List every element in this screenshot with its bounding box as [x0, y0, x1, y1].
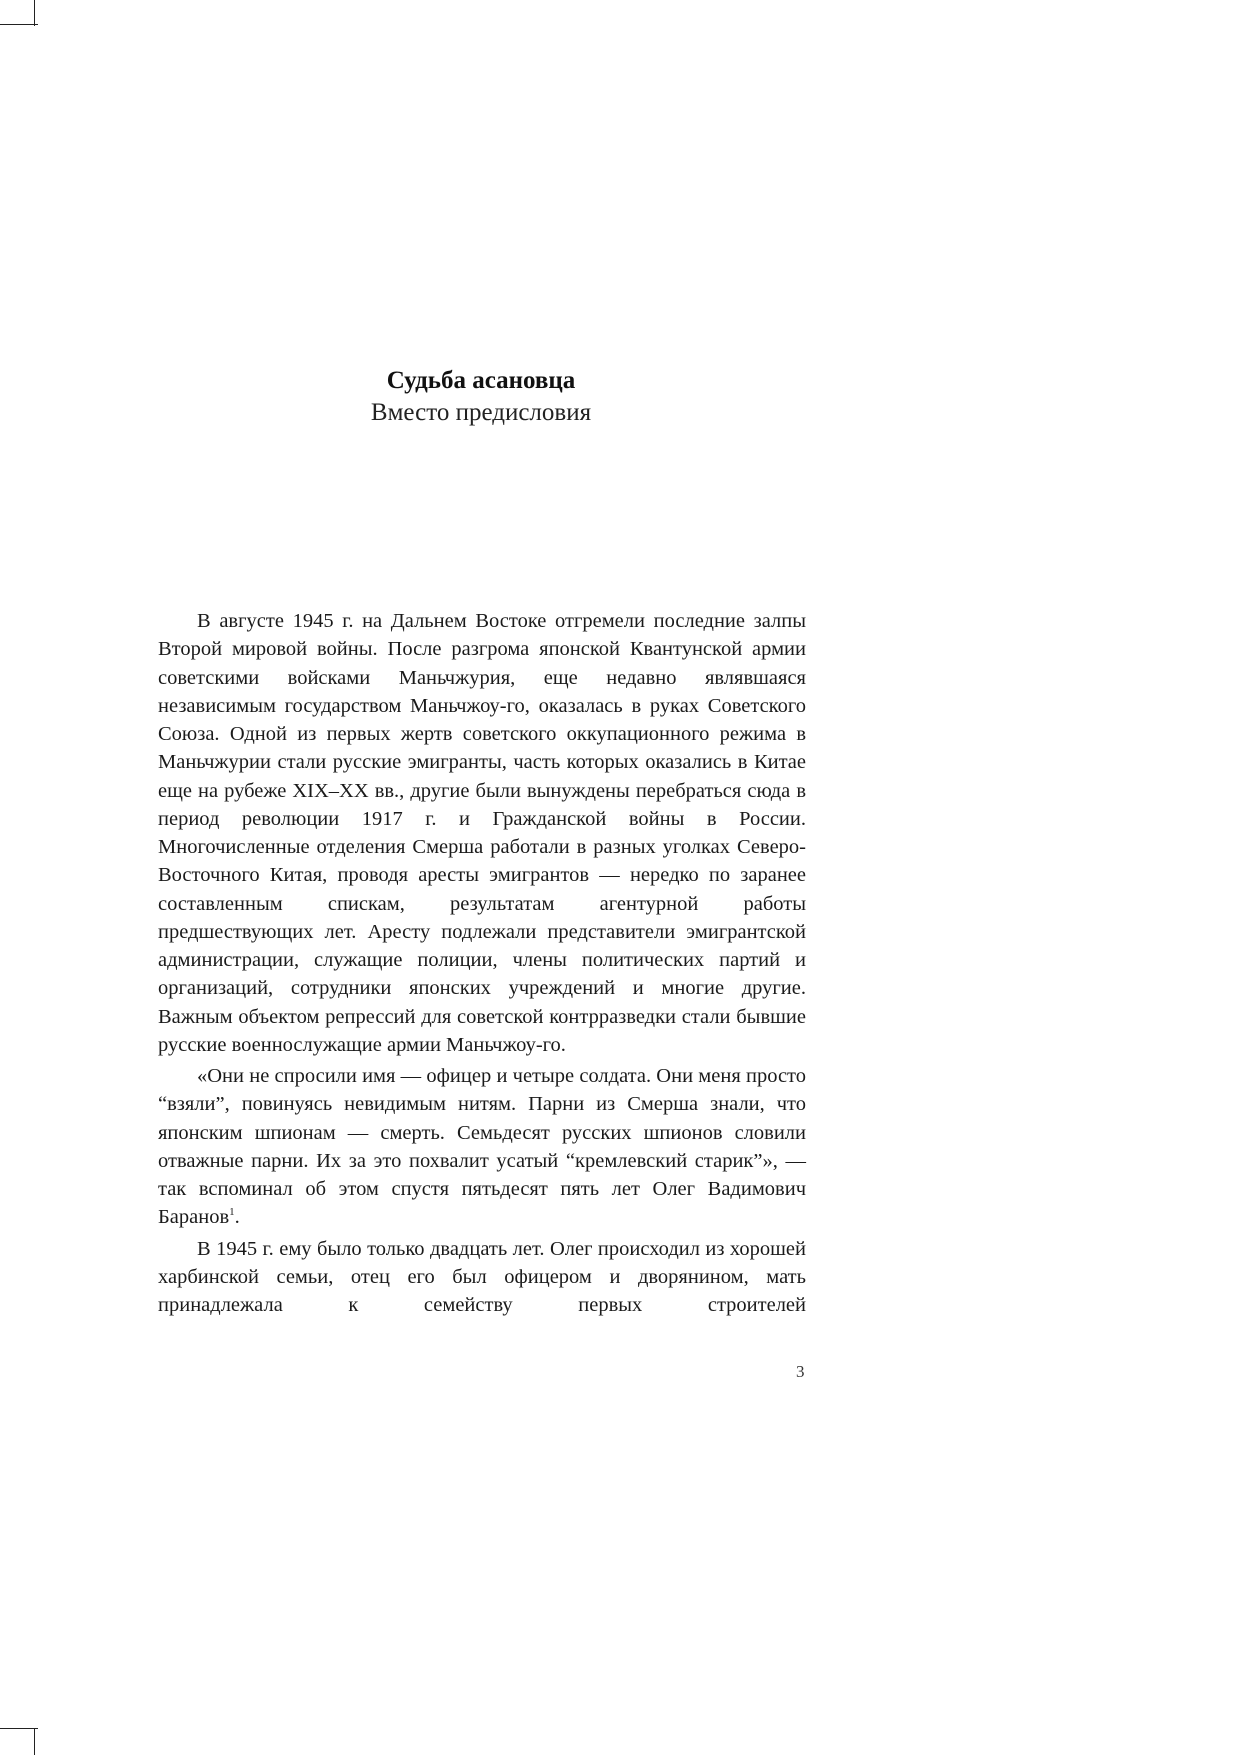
page-number: 3 — [796, 1362, 805, 1381]
chapter-title: Судьба асановца — [386, 367, 576, 394]
crop-mark-bottom-left-vertical — [34, 1728, 35, 1755]
crop-mark-bottom-left-horizontal — [0, 1728, 38, 1729]
paragraph-1: В августе 1945 г. на Дальнем Востоке отгремели последние залпы Второй мировой войны. После разгрома японской Квантунской армии советскими войсками Маньчжурия, еще недавно являвшаяся независимым государством Маньчжоу-го, оказалась в руках Советского Союза. Одной из первых жертв советского оккупационного режима в Маньчжурии стали русские эмигранты, часть которых оказались в Китае еще на рубеже XIX–XX вв., другие были вынуждены перебраться сюда в период революции 1917 г. и Гражданской войны в России. Многочисленные отделения Смерша работали в разных уголках Северо-Восточного Китая, проводя аресты эмигрантов — нередко по заранее составленным спискам, результатам агентурной работы предшествующих лет. Аресту подлежали представители эмигрантской администрации, служащие полиции, члены политических партий и организаций, сотрудники японских учреждений и многие другие. Важным объектом репрессий для советской контрразведки стали бывшие русские военнослужащие армии Маньчжоу-го. — [158, 610, 806, 1056]
crop-mark-top-left-horizontal — [0, 24, 38, 25]
paragraph-3: В 1945 г. ему было только двадцать лет. Олег происходил из хорошей харбинской семьи, отец его был офицером и дворянином, мать принадлежала к семейству первых строителей — [158, 1237, 806, 1316]
chapter-title-block — [0, 366, 962, 430]
paragraph-2-end: . — [234, 1206, 240, 1229]
footnote-reference[interactable]: 1 — [229, 1206, 235, 1219]
paragraph-2 — [158, 1062, 806, 1232]
chapter-subtitle: Вместо предисловия — [370, 399, 592, 426]
crop-mark-top-left-vertical — [34, 0, 35, 26]
body-text — [158, 607, 806, 1322]
paragraph-2-text: «Они не спросили имя — офицер и четыре солдата. Они меня просто “взяли”, повинуясь невидимым нитям. Парни из Смерша знали, что японским шпионам — смерть. Семьдесят русских шпионов словили отважные парни. Их за это похвалит усатый “кремлевский старик”», — так вспоминал об этом спустя пятьдесят пять лет Олег Вадимович Баранов — [158, 1065, 806, 1229]
